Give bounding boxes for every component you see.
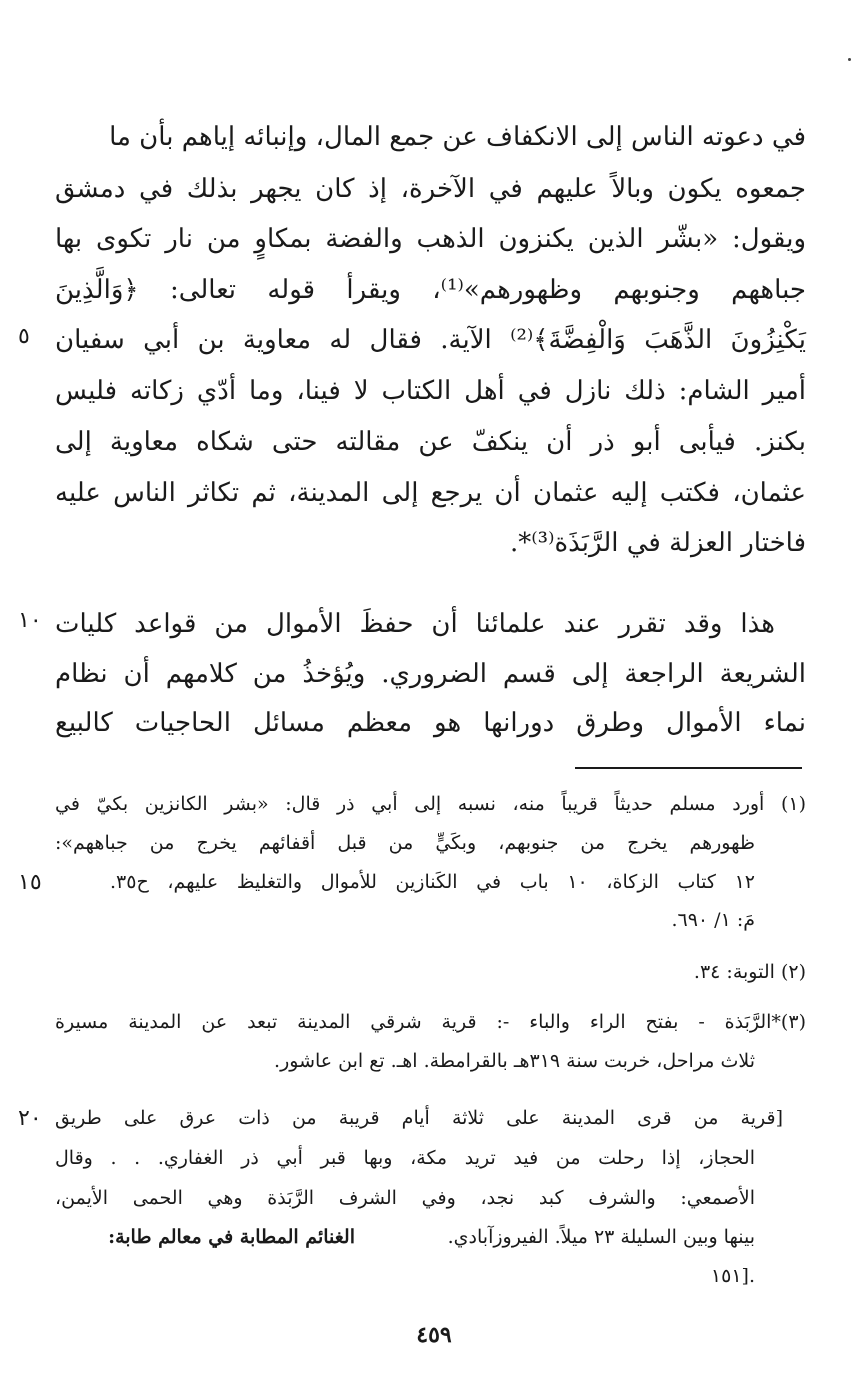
line-number-15: ١٥ [18, 870, 42, 895]
footnote-3-line-6: بينها وبين السليلة ٢٣ ميلاً. الفيروزآبادي. [447, 1226, 755, 1248]
footnote-1-line-2: ظهورهم يخرج من جنوبهم، وبكَيٍّ من قبل أقفائهم يخرج من جباههم»: [55, 832, 755, 854]
footnote-3-line-2: ثلاث مراحل، خربت سنة ٣١٩هـ بالقرامطة. اهـ. تع ابن عاشور. [274, 1050, 755, 1072]
line-number-5: ٥ [18, 324, 30, 349]
footnote-3-line-3: [قرية من قرى المدينة على ثلاثة أيام قريبة من ذات عرق على طريق [55, 1107, 783, 1129]
body-line-3: ويقول: «بشّر الذين يكنزون الذهب والفضة بمكاوٍ من نار تكوى بها [55, 224, 806, 254]
footnote-3-line-5: الأصمعي: والشرف كبد نجد، وفي الشرف الرَّبَذة وهي الحمى الأيمن، [55, 1187, 755, 1209]
scan-speck [848, 58, 851, 61]
footnote-3-line-7: .[١٥١ [710, 1265, 755, 1287]
footnote-separator [575, 767, 802, 769]
body-line-11: الشريعة الراجعة إلى قسم الضروري. ويُؤخذُ من كلامهم أن نظام [55, 659, 806, 689]
body-line-10: هذا وقد تقرر عند علمائنا أن حفظَ الأموال من قواعد كليات [55, 609, 775, 639]
body-line-9: فاختار العزلة في الرَّبَذَة⁽³⁾*. [509, 528, 806, 558]
footnote-3-bold-title: الغنائم المطابة في معالم طابة: [108, 1226, 355, 1248]
footnote-1-line-1: (١) أورد مسلم حديثاً قريباً منه، نسبه إلى أبي ذر قال: «بشر الكانزين بكيّ في [55, 793, 806, 815]
footnote-2: (٢) التوبة: ٣٤. [693, 961, 806, 983]
body-line-1: في دعوته الناس إلى الانكفاف عن جمع المال، وإنبائه إياهم بأن ما [109, 122, 806, 152]
body-line-5: يَكْنِزُونَ الذَّهَبَ وَالْفِضَّةَ﴾⁽²⁾ الآية. فقال له معاوية بن أبي سفيان [55, 325, 806, 355]
line-number-10: ١٠ [18, 608, 42, 633]
body-line-7: بكنز. فيأبى أبو ذر أن ينكفّ عن مقالته حتى شكاه معاوية إلى [55, 427, 806, 457]
footnote-3-line-4: الحجاز، إذا رحلت من فيد تريد مكة، وبها قبر أبي ذر الغفاري. . . وقال [55, 1147, 755, 1169]
body-line-2: جمعوه يكون وبالاً عليهم في الآخرة، إذ كان يجهر بذلك في دمشق [55, 174, 806, 204]
body-line-4: جباههم وجنوبهم وظهورهم»⁽¹⁾، ويقرأ قوله تعالى: ﴿وَالَّذِينَ [55, 275, 806, 305]
body-line-8: عثمان، فكتب إليه عثمان أن يرجع إلى المدينة، ثم تكاثر الناس عليه [55, 478, 806, 508]
footnote-1-line-3: ١٢ كتاب الزكاة، ١٠ باب في الكَنازين للأموال والتغليظ عليهم، ح٣٥. [110, 871, 756, 893]
body-line-12: نماء الأموال وطرق دورانها هو معظم مسائل الحاجيات كالبيع [55, 708, 806, 738]
page-number: ٤٥٩ [416, 1322, 452, 1348]
footnote-3-line-1: (٣)*الرَّبَذة - بفتح الراء والباء -: قرية شرقي المدينة تبعد عن المدينة مسيرة [55, 1011, 806, 1033]
body-line-6: أمير الشام: ذلك نازل في أهل الكتاب لا فينا، وما أدّي زكاته فليس [55, 376, 806, 406]
line-number-20: ٢٠ [18, 1106, 42, 1131]
footnote-1-line-4: مَ: ١/ ٦٩٠. [671, 909, 755, 931]
